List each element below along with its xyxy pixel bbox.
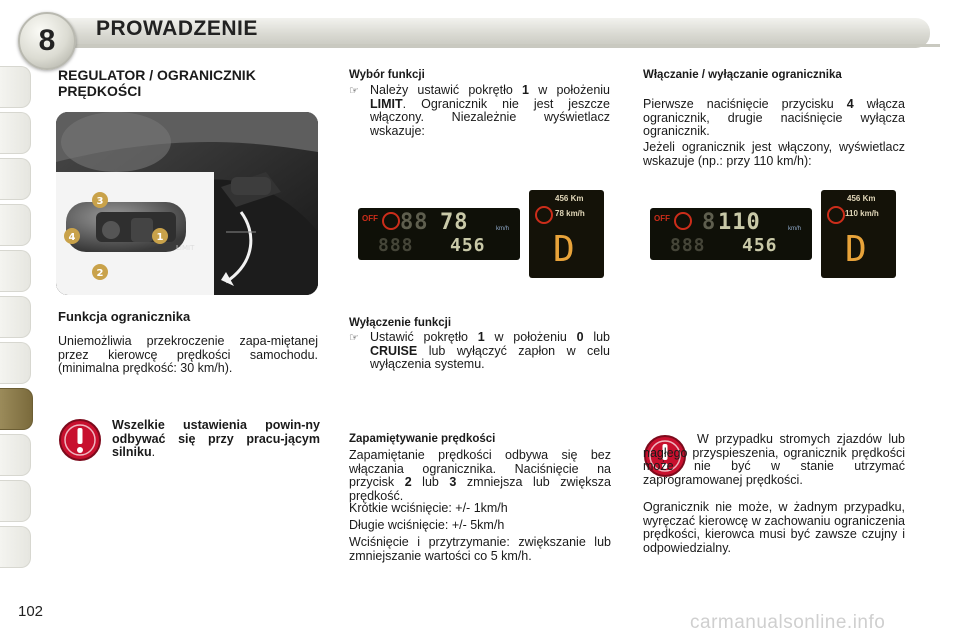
side-tab-9[interactable] [0, 434, 31, 476]
function-paragraph: Uniemożliwia przekroczenie zapa-miętanej przez kierowcę prędkości samochodu. (minimalna prędkość: 30 km/h). [58, 334, 318, 375]
side-tab-5[interactable] [0, 250, 31, 292]
stalk-photo [56, 112, 318, 295]
display2-right-km: 456 Km [847, 194, 876, 203]
memory-title: Zapamiętywanie prędkości [349, 433, 496, 445]
off-function-text: Ustawić pokrętło 1 w położeniu 0 lub CRUISE lub wyłączyć zapłon w celu wyłączenia systemu. [370, 330, 610, 371]
select-function-title: Wybór funkcji [349, 69, 425, 81]
page-title: PROWADZENIE [96, 17, 258, 40]
function-subheading: Funkcja ogranicznika [58, 309, 191, 324]
display1-right-speed: 78 km/h [555, 209, 585, 218]
limiter-icon-2 [674, 212, 692, 230]
side-tab-8-active[interactable] [0, 388, 33, 430]
toggle-paragraph-1: Pierwsze naciśnięcie przycisku 4 włącza ogranicznik, drugie naciśnięcie wyłącza ogranicznik. [643, 97, 906, 138]
display2-gear: D [845, 229, 867, 270]
memory-paragraph-1: Zapamiętanie prędkości odbywa się bez włączania ogranicznika. Naciśnięcie na przycisk 2 lub 3 zmniejsza lub zwiększa prędkość. [349, 448, 611, 503]
off-function-title: Wyłączenie funkcji [349, 317, 452, 329]
memory-hold-press: Wciśnięcie i przytrzymanie: zwiększanie lub zmniejszanie wartości co 5 km/h. [349, 535, 611, 563]
select-function-text: Należy ustawić pokrętło 1 w położeniu LIMIT. Ogranicznik nie jest jeszcze włączony. Niezależnie wyświetlacz wskazuje: [370, 83, 610, 138]
side-tab-3[interactable] [0, 158, 31, 200]
side-tab-11[interactable] [0, 526, 31, 568]
dash-display-right-2 [821, 190, 896, 278]
memory-long-press: Długie wciśnięcie: +/- 5km/h [349, 518, 505, 532]
side-tab-10[interactable] [0, 480, 31, 522]
side-tab-1[interactable] [0, 66, 31, 108]
off-indicator: OFF [362, 214, 378, 223]
dash-display-right-1 [529, 190, 604, 278]
side-tab-2[interactable] [0, 112, 31, 154]
warning-text: Wszelkie ustawienia powin-ny odbywać się przy pracu-jącym silniku. [112, 418, 320, 459]
display2-unit: km/h [788, 226, 802, 232]
pointer-icon: ☞ [349, 85, 359, 97]
warning-icon [58, 418, 102, 462]
section-heading: REGULATOR / OGRANICZNIK PRĘDKOŚCI [58, 67, 256, 99]
svg-text:LIMIT: LIMIT [176, 244, 195, 252]
limiter-icon-right [535, 206, 553, 224]
side-tab-7[interactable] [0, 342, 31, 384]
side-tab-6[interactable] [0, 296, 31, 338]
display2-right-speed: 110 km/h [845, 209, 879, 218]
watermark: carmanualsonline.info [690, 612, 886, 633]
warning-paragraph-2: Ogranicznik nie może, w żadnym przypadku, wyręczać kierowcę w zachowaniu ograniczenia prędkości, kierowca musi być zawsze czujny i odpowiedzialny. [643, 500, 905, 555]
chapter-badge: 8 [18, 12, 76, 70]
display1-odometer: 456 [450, 235, 486, 256]
dash-display-left-2: OFF 8 110 km/h 888 456 [650, 208, 812, 260]
photo-label-2: 2 [96, 268, 104, 279]
dash-display-left-1: OFF 88 78 km/h 888 456 [358, 208, 520, 260]
memory-short-press: Krótkie wciśnięcie: +/- 1km/h [349, 501, 508, 515]
display1-right-km: 456 Km [555, 194, 584, 203]
display1-speed: 78 [440, 210, 469, 235]
toggle-paragraph-2: Jeżeli ogranicznik jest włączony, wyświetlacz wskazuje (np.: przy 110 km/h): [643, 140, 905, 168]
photo-label-4: 4 [68, 232, 76, 243]
display2-odometer: 456 [742, 235, 778, 256]
toggle-title: Włączanie / wyłączanie ogranicznika [643, 69, 842, 81]
photo-label-3: 3 [96, 196, 104, 207]
limiter-icon-right-2 [827, 206, 845, 224]
display1-unit: km/h [496, 226, 510, 232]
display1-gear: D [553, 229, 575, 270]
off-indicator-2: OFF [654, 214, 670, 223]
warning-text-body: Wszelkie ustawienia powin-ny odbywać się przy pracu-jącym silniku [112, 418, 320, 459]
photo-label-1: 1 [156, 232, 164, 243]
warning-paragraph-1: W przypadku stromych zjazdów lub nagłego przyspieszenia, ogranicznik prędkości może nie być w stanie utrzymać zaprogramowanej prędkości. [643, 432, 905, 487]
side-tab-4[interactable] [0, 204, 31, 246]
page-number: 102 [18, 603, 44, 620]
limiter-icon [382, 212, 400, 230]
header-underline [60, 44, 940, 47]
stalk-illustration [56, 112, 318, 295]
display2-speed: 110 [718, 210, 761, 235]
pointer-icon-2: ☞ [349, 332, 359, 344]
side-tabs [0, 56, 34, 576]
